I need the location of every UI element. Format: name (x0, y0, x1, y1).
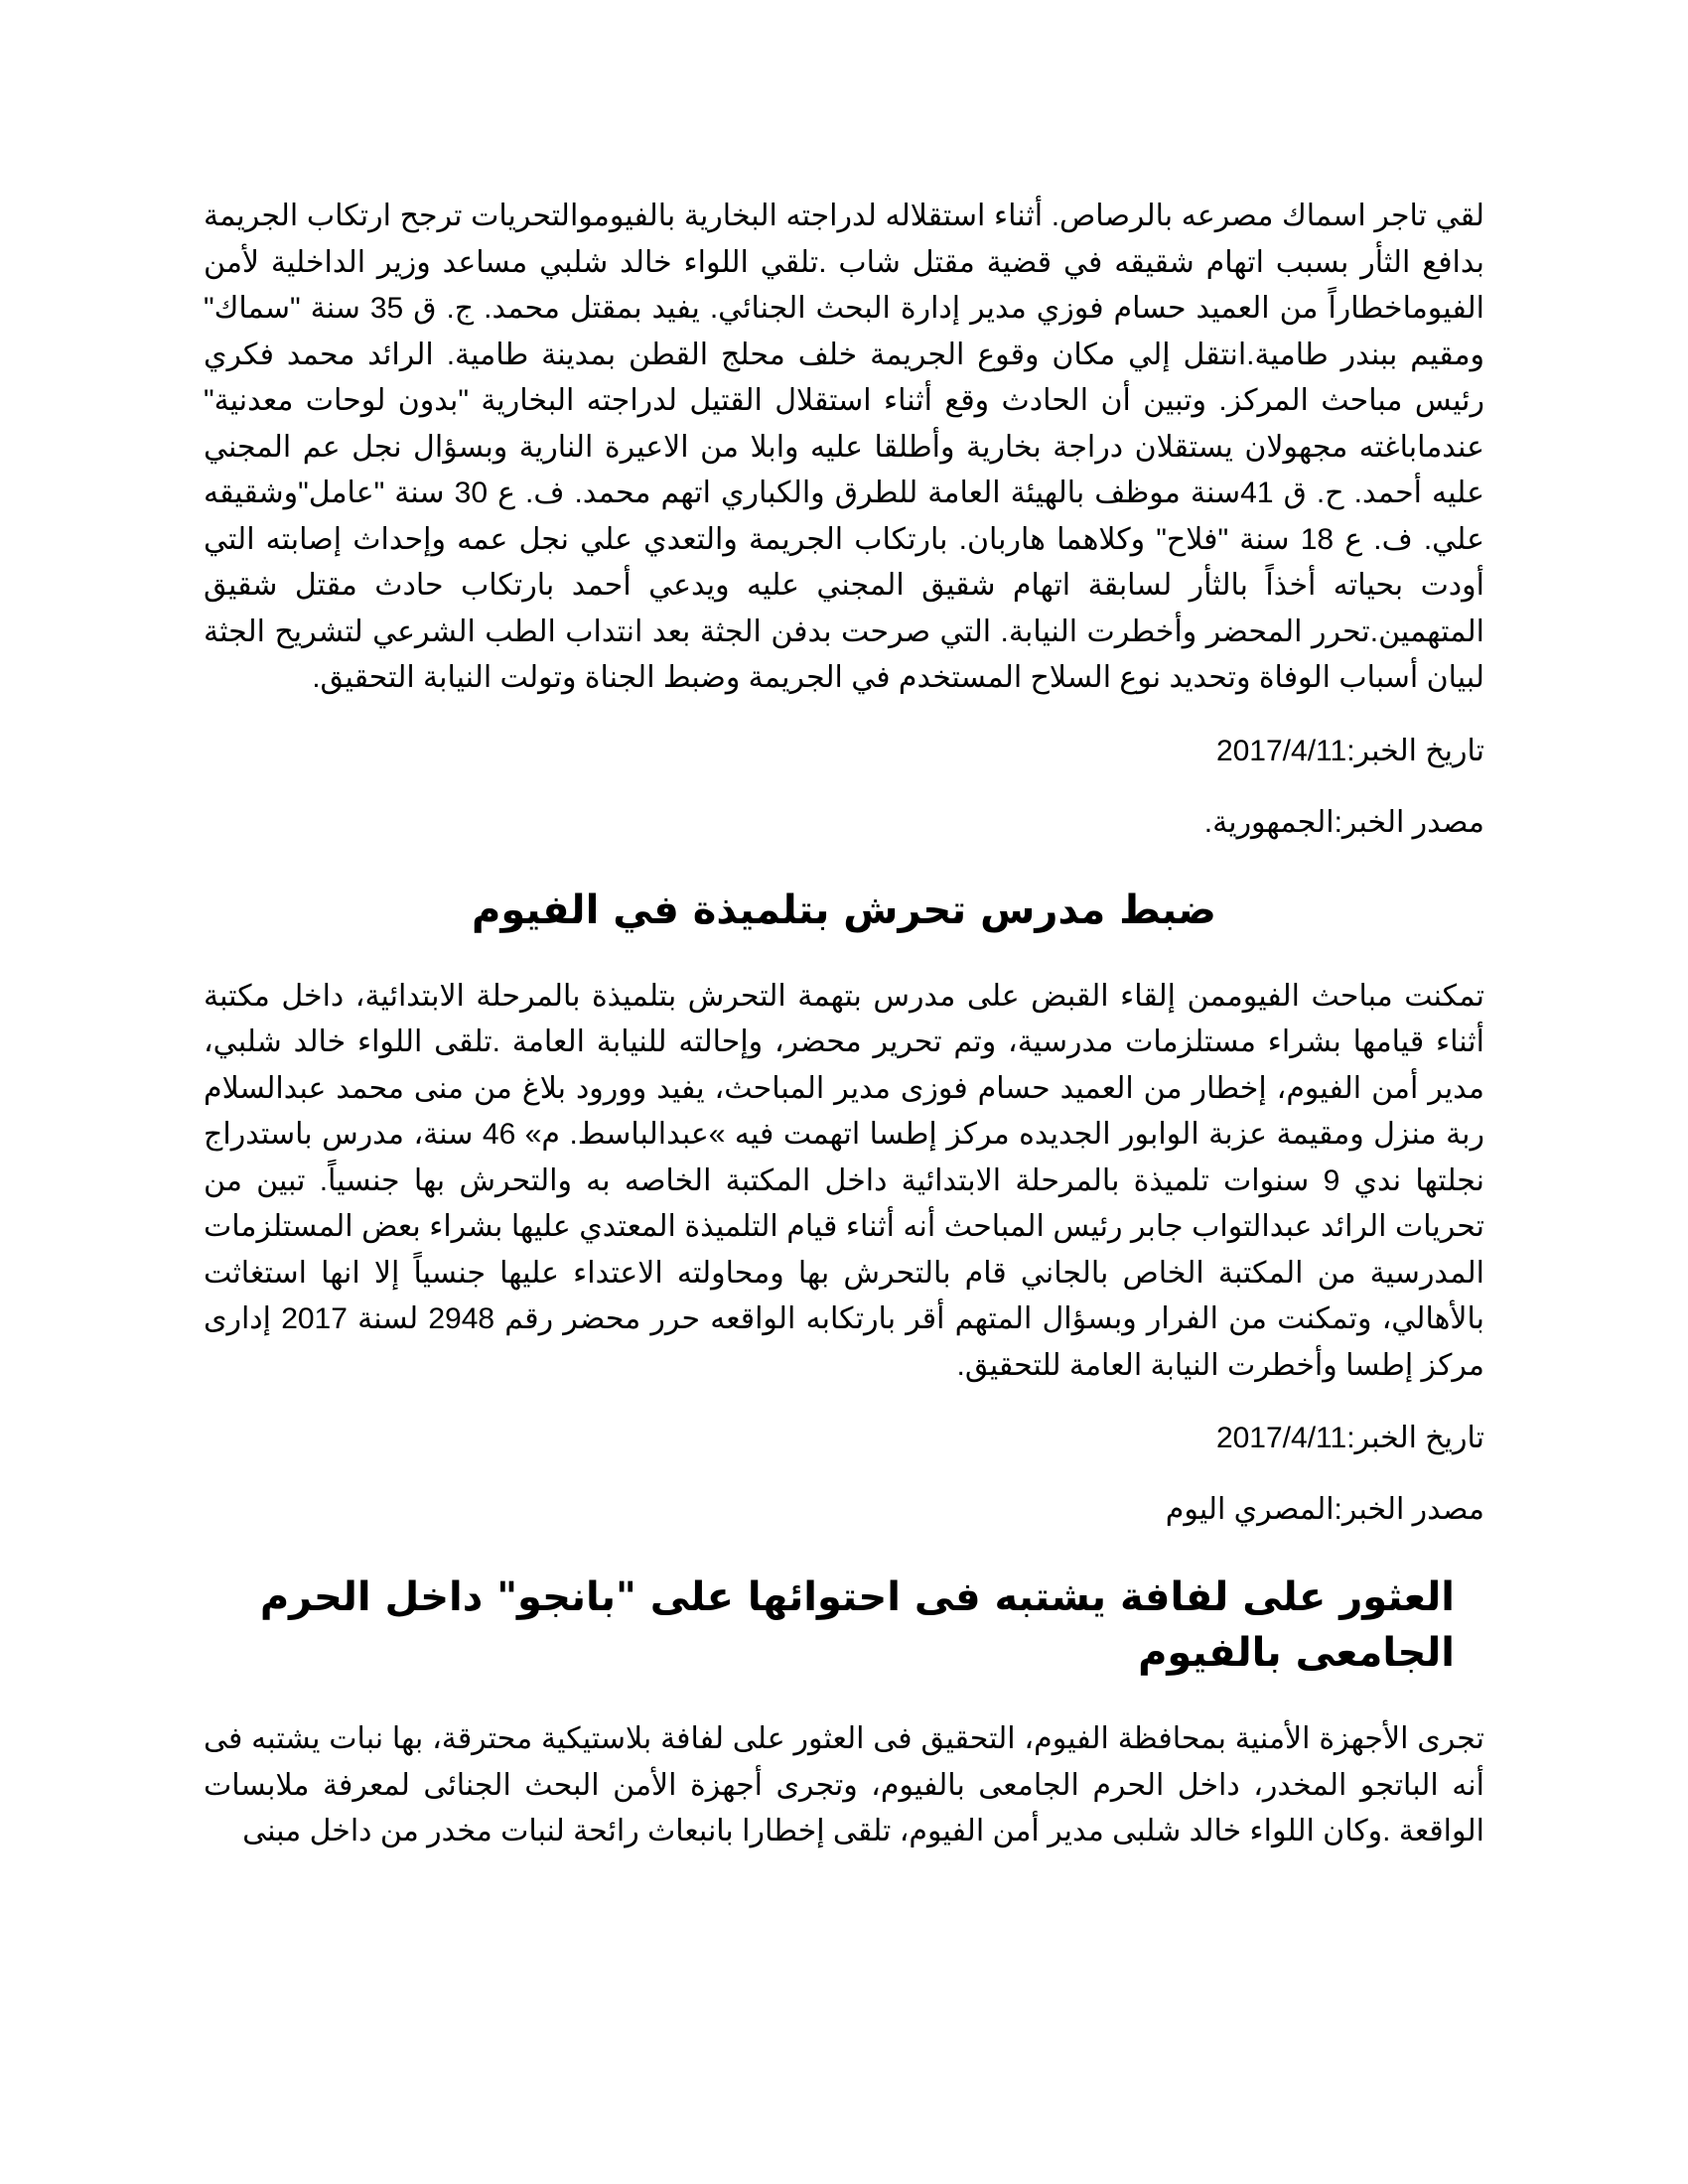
article-1-source: مصدر الخبر:الجمهورية. (1203, 805, 1484, 839)
article-3-headline: العثور على لفافة يشتبه فى احتوائها على "بانجو" داخل الحرم الجامعى بالفيوم (259, 1574, 1455, 1676)
article-2-body: تمكنت مباحث الفيوممن إلقاء القبض على مدرس بتهمة التحرش بتلميذة بالمرحلة الابتدائية، داخل مكتبة أثناء قيامها بشراء مستلزمات مدرسية، وتم تحرير محضر، وإحالته للنيابة العامة .تلقى اللواء خالد شلبي، مدير أمن الفيوم، إخطار من العميد حسام فوزى مدير المباحث، يفيد وورود بلاغ من منى محمد عبدالسلام ربة منزل ومقيمة عزبة الوابور الجديده مركز إطسا اتهمت فيه »عبدالباسط. م» 46 سنة، مدرس باستدراج نجلتها ندي 9 سنوات تلميذة بالمرحلة الابتدائية داخل المكتبة الخاصه به والتحرش بها جنسياً. تبين من تحريات الرائد عبدالتواب جابر رئيس المباحث أنه أثناء قيام التلميذة المعتدي عليها بشراء بعض المستلزمات المدرسية من المكتبة الخاص بالجاني قام بالتحرش بها ومحاولته الاعتداء عليها جنسياً إلا انها استغاثت بالأهالي، وتمكنت من الفرار وبسؤال المتهم أقر بارتكابه الواقعه حرر محضر رقم 2948 لسنة 2017 إدارى مركز إطسا وأخطرت النيابة العامة للتحقيق. (204, 979, 1485, 1382)
article-2-date: تاريخ الخبر:2017/4/11 (1215, 1422, 1484, 1454)
article-1-date: تاريخ الخبر:2017/4/11 (1215, 734, 1484, 767)
article-3-body: تجرى الأجهزة الأمنية بمحافظة الفيوم، التحقيق فى العثور على لفافة بلاستيكية محترقة، بها نبات يشتبه فى أنه الباتجو المخدر، داخل الحرم الجامعى بالفيوم، وتجرى أجهزة الأمن البحث الجنائى لمعرفة ملابسات الواقعة .وكان اللواء خالد شلبى مدير أمن الفيوم، تلقى إخطارا بانبعاث رائحة لنبات مخدر من داخل مبنى (204, 1722, 1484, 1847)
article-1-body: لقي تاجر اسماك مصرعه بالرصاص. أثناء استقلاله لدراجته البخارية بالفيوموالتحريات ترجح ارتكاب الجريمة بدافع الثأر بسبب اتهام شقيقه في قضية مقتل شاب .تلقي اللواء خالد شلبي مساعد وزير الداخلية لأمن الفيوماخطاراً من العميد حسام فوزي مدير إدارة البحث الجنائي. يفيد بمقتل محمد. ج. ق 35 سنة "سماك" ومقيم ببندر طامية.انتقل إلي مكان وقوع الجريمة خلف محلج القطن بمدينة طامية. الرائد محمد فكري رئيس مباحث المركز. وتبين أن الحادث وقع أثناء استقلال القتيل لدراجته البخارية "بدون لوحات معدنية" عندمابا‌غته مجهولان يستقلان دراجة بخارية وأطلقا عليه وابلا من الاعيرة النارية وبسؤال نجل عم المجني عليه أحمد. ح. ق 41سنة موظف بالهيئة العامة للطرق والكباري اتهم محمد. ف. ع 30 سنة "عامل"وشقيقه علي. ف. ع 18 سنة "فلاح" وكلاهما هاربان. بارتكاب الجريمة والتعدي علي نجل عمه وإحداث إصابته التي أودت بحياته أخذاً بالثأر لسابقة اتهام شقيق المجني عليه ويدعي أحمد بارتكاب حادث مقتل شقيق المتهمين.تحرر المحضر وأخطرت النيابة. التي صرحت بدفن الجثة بعد انتداب الطب الشرعي لتشريح الجثة لبيان أسباب الوفاة وتحديد نوع السلاح المستخدم في الجريمة وضبط الجناة وتولت النيابة التحقيق. (204, 200, 1485, 694)
document-page (204, 194, 1484, 1885)
article-2-source: مصدر الخبر:المصري اليوم (1165, 1493, 1484, 1526)
article-2-headline: ضبط مدرس تحرش بتلميذة في الفيوم (472, 887, 1216, 933)
